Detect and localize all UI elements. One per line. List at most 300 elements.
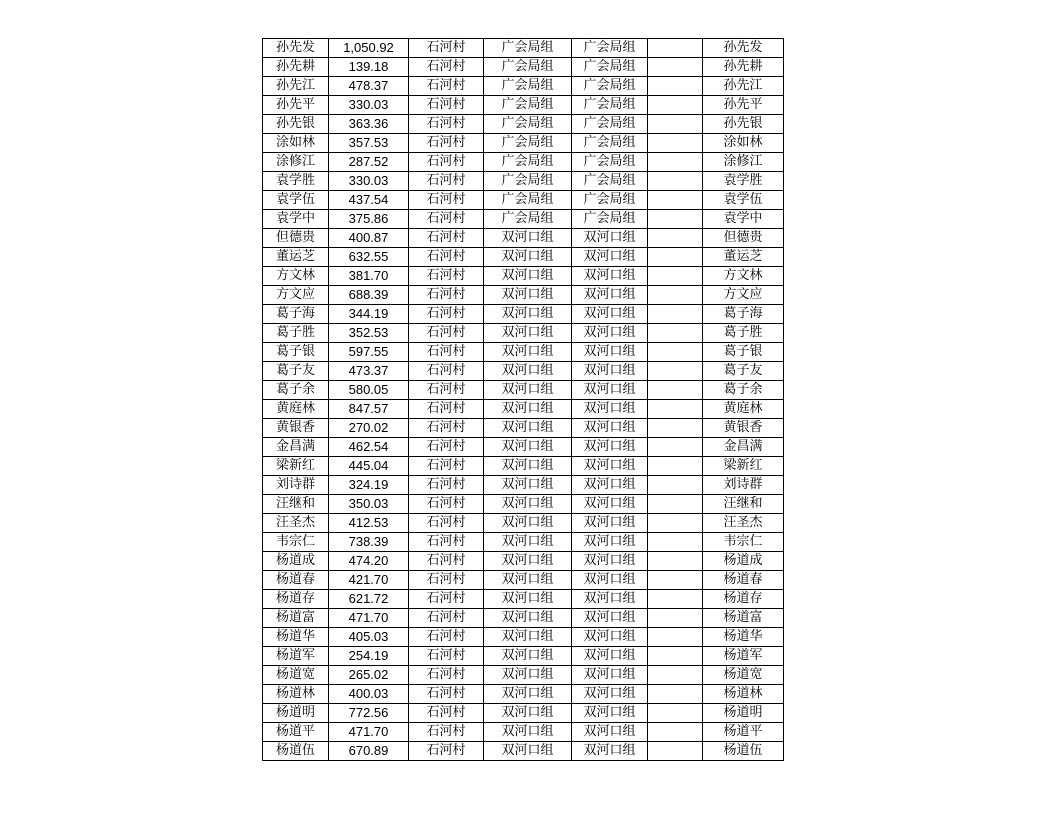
blank-cell — [648, 628, 703, 647]
group2-cell: 双河口组 — [572, 286, 648, 305]
blank-cell — [648, 229, 703, 248]
name-cell: 黄庭林 — [263, 400, 329, 419]
table-row — [263, 134, 784, 153]
group2-cell: 双河口组 — [572, 362, 648, 381]
amount-cell: 381.70 — [329, 267, 409, 286]
group2-cell: 双河口组 — [572, 647, 648, 666]
table-row — [263, 381, 784, 400]
village-cell: 石河村 — [409, 39, 484, 58]
group-cell: 双河口组 — [484, 685, 572, 704]
name-cell: 袁学伍 — [263, 191, 329, 210]
group-cell: 双河口组 — [484, 609, 572, 628]
name-repeat-cell: 金昌满 — [703, 438, 784, 457]
table-row — [263, 457, 784, 476]
table-row — [263, 153, 784, 172]
table-row — [263, 229, 784, 248]
name-cell: 杨道成 — [263, 552, 329, 571]
name-repeat-cell: 杨道成 — [703, 552, 784, 571]
village-cell: 石河村 — [409, 666, 484, 685]
table-row — [263, 400, 784, 419]
amount-cell: 330.03 — [329, 96, 409, 115]
village-cell: 石河村 — [409, 400, 484, 419]
name-cell: 涂修江 — [263, 153, 329, 172]
village-cell: 石河村 — [409, 362, 484, 381]
name-cell: 葛子海 — [263, 305, 329, 324]
blank-cell — [648, 58, 703, 77]
amount-cell: 688.39 — [329, 286, 409, 305]
name-cell: 杨道平 — [263, 723, 329, 742]
table-row — [263, 609, 784, 628]
amount-cell: 139.18 — [329, 58, 409, 77]
blank-cell — [648, 495, 703, 514]
group-cell: 双河口组 — [484, 533, 572, 552]
village-cell: 石河村 — [409, 457, 484, 476]
blank-cell — [648, 191, 703, 210]
blank-cell — [648, 457, 703, 476]
group-cell: 双河口组 — [484, 248, 572, 267]
blank-cell — [648, 704, 703, 723]
name-repeat-cell: 黄银香 — [703, 419, 784, 438]
table-row — [263, 267, 784, 286]
blank-cell — [648, 248, 703, 267]
group2-cell: 双河口组 — [572, 533, 648, 552]
name-repeat-cell: 杨道平 — [703, 723, 784, 742]
name-repeat-cell: 梁新红 — [703, 457, 784, 476]
table-row — [263, 476, 784, 495]
table-row — [263, 533, 784, 552]
table-row — [263, 210, 784, 229]
amount-cell: 324.19 — [329, 476, 409, 495]
group2-cell: 双河口组 — [572, 495, 648, 514]
table-row — [263, 305, 784, 324]
name-repeat-cell: 孙先发 — [703, 39, 784, 58]
amount-cell: 473.37 — [329, 362, 409, 381]
table-row — [263, 58, 784, 77]
name-cell: 刘诗群 — [263, 476, 329, 495]
group2-cell: 双河口组 — [572, 628, 648, 647]
name-repeat-cell: 葛子友 — [703, 362, 784, 381]
name-repeat-cell: 孙先平 — [703, 96, 784, 115]
group-cell: 广会局组 — [484, 134, 572, 153]
amount-cell: 352.53 — [329, 324, 409, 343]
name-repeat-cell: 刘诗群 — [703, 476, 784, 495]
village-cell: 石河村 — [409, 647, 484, 666]
table-row — [263, 438, 784, 457]
name-cell: 汪继和 — [263, 495, 329, 514]
group-cell: 双河口组 — [484, 457, 572, 476]
amount-cell: 350.03 — [329, 495, 409, 514]
blank-cell — [648, 324, 703, 343]
name-cell: 孙先耕 — [263, 58, 329, 77]
name-repeat-cell: 葛子余 — [703, 381, 784, 400]
table-row — [263, 172, 784, 191]
group-cell: 双河口组 — [484, 552, 572, 571]
name-cell: 杨道富 — [263, 609, 329, 628]
village-cell: 石河村 — [409, 324, 484, 343]
village-cell: 石河村 — [409, 210, 484, 229]
group-cell: 广会局组 — [484, 210, 572, 229]
name-cell: 葛子友 — [263, 362, 329, 381]
name-cell: 孙先银 — [263, 115, 329, 134]
village-cell: 石河村 — [409, 704, 484, 723]
name-repeat-cell: 但德贵 — [703, 229, 784, 248]
blank-cell — [648, 77, 703, 96]
group2-cell: 广会局组 — [572, 191, 648, 210]
village-cell: 石河村 — [409, 476, 484, 495]
amount-cell: 478.37 — [329, 77, 409, 96]
village-cell: 石河村 — [409, 267, 484, 286]
name-repeat-cell: 方文林 — [703, 267, 784, 286]
group2-cell: 双河口组 — [572, 552, 648, 571]
amount-cell: 357.53 — [329, 134, 409, 153]
group2-cell: 双河口组 — [572, 723, 648, 742]
group-cell: 双河口组 — [484, 628, 572, 647]
village-cell: 石河村 — [409, 343, 484, 362]
blank-cell — [648, 590, 703, 609]
amount-cell: 265.02 — [329, 666, 409, 685]
village-cell: 石河村 — [409, 590, 484, 609]
blank-cell — [648, 571, 703, 590]
table-row — [263, 704, 784, 723]
name-repeat-cell: 董运芝 — [703, 248, 784, 267]
name-repeat-cell: 袁学伍 — [703, 191, 784, 210]
village-cell: 石河村 — [409, 552, 484, 571]
blank-cell — [648, 666, 703, 685]
group-cell: 双河口组 — [484, 571, 572, 590]
group-cell: 广会局组 — [484, 77, 572, 96]
name-repeat-cell: 孙先银 — [703, 115, 784, 134]
village-cell: 石河村 — [409, 571, 484, 590]
name-cell: 董运芝 — [263, 248, 329, 267]
group-cell: 广会局组 — [484, 58, 572, 77]
blank-cell — [648, 381, 703, 400]
table-body — [263, 39, 784, 761]
table-row — [263, 647, 784, 666]
village-cell: 石河村 — [409, 381, 484, 400]
group-cell: 双河口组 — [484, 324, 572, 343]
table-row — [263, 723, 784, 742]
name-cell: 杨道春 — [263, 571, 329, 590]
amount-cell: 344.19 — [329, 305, 409, 324]
blank-cell — [648, 343, 703, 362]
amount-cell: 772.56 — [329, 704, 409, 723]
blank-cell — [648, 96, 703, 115]
name-cell: 杨道伍 — [263, 742, 329, 761]
group2-cell: 双河口组 — [572, 685, 648, 704]
village-cell: 石河村 — [409, 685, 484, 704]
amount-cell: 421.70 — [329, 571, 409, 590]
group2-cell: 双河口组 — [572, 571, 648, 590]
name-cell: 杨道存 — [263, 590, 329, 609]
group2-cell: 广会局组 — [572, 77, 648, 96]
name-cell: 金昌满 — [263, 438, 329, 457]
amount-cell: 621.72 — [329, 590, 409, 609]
group-cell: 双河口组 — [484, 381, 572, 400]
name-cell: 方文应 — [263, 286, 329, 305]
table-row — [263, 590, 784, 609]
group-cell: 双河口组 — [484, 419, 572, 438]
group2-cell: 双河口组 — [572, 419, 648, 438]
village-cell: 石河村 — [409, 419, 484, 438]
name-cell: 杨道华 — [263, 628, 329, 647]
data-table — [262, 38, 784, 761]
group2-cell: 广会局组 — [572, 39, 648, 58]
blank-cell — [648, 533, 703, 552]
village-cell: 石河村 — [409, 134, 484, 153]
village-cell: 石河村 — [409, 609, 484, 628]
blank-cell — [648, 286, 703, 305]
table-row — [263, 742, 784, 761]
table-row — [263, 628, 784, 647]
group-cell: 双河口组 — [484, 666, 572, 685]
village-cell: 石河村 — [409, 305, 484, 324]
blank-cell — [648, 134, 703, 153]
blank-cell — [648, 153, 703, 172]
blank-cell — [648, 267, 703, 286]
group2-cell: 双河口组 — [572, 742, 648, 761]
amount-cell: 400.87 — [329, 229, 409, 248]
name-cell: 杨道宽 — [263, 666, 329, 685]
table-row — [263, 191, 784, 210]
table-row — [263, 685, 784, 704]
group-cell: 广会局组 — [484, 39, 572, 58]
blank-cell — [648, 438, 703, 457]
group-cell: 双河口组 — [484, 267, 572, 286]
blank-cell — [648, 723, 703, 742]
table-row — [263, 77, 784, 96]
group-cell: 双河口组 — [484, 343, 572, 362]
group2-cell: 双河口组 — [572, 704, 648, 723]
name-repeat-cell: 杨道伍 — [703, 742, 784, 761]
name-repeat-cell: 涂修江 — [703, 153, 784, 172]
group2-cell: 双河口组 — [572, 438, 648, 457]
table-row — [263, 666, 784, 685]
group-cell: 广会局组 — [484, 191, 572, 210]
blank-cell — [648, 552, 703, 571]
amount-cell: 287.52 — [329, 153, 409, 172]
group2-cell: 广会局组 — [572, 210, 648, 229]
group-cell: 双河口组 — [484, 400, 572, 419]
name-cell: 涂如林 — [263, 134, 329, 153]
village-cell: 石河村 — [409, 514, 484, 533]
blank-cell — [648, 609, 703, 628]
group2-cell: 广会局组 — [572, 134, 648, 153]
name-cell: 方文林 — [263, 267, 329, 286]
name-repeat-cell: 杨道军 — [703, 647, 784, 666]
name-repeat-cell: 杨道华 — [703, 628, 784, 647]
group-cell: 双河口组 — [484, 476, 572, 495]
group-cell: 双河口组 — [484, 590, 572, 609]
group-cell: 双河口组 — [484, 647, 572, 666]
village-cell: 石河村 — [409, 438, 484, 457]
village-cell: 石河村 — [409, 191, 484, 210]
name-cell: 杨道明 — [263, 704, 329, 723]
group-cell: 双河口组 — [484, 514, 572, 533]
group-cell: 广会局组 — [484, 115, 572, 134]
group-cell: 双河口组 — [484, 723, 572, 742]
amount-cell: 437.54 — [329, 191, 409, 210]
amount-cell: 670.89 — [329, 742, 409, 761]
amount-cell: 330.03 — [329, 172, 409, 191]
village-cell: 石河村 — [409, 172, 484, 191]
amount-cell: 597.55 — [329, 343, 409, 362]
group2-cell: 双河口组 — [572, 267, 648, 286]
group2-cell: 双河口组 — [572, 324, 648, 343]
name-cell: 孙先发 — [263, 39, 329, 58]
group-cell: 广会局组 — [484, 153, 572, 172]
name-cell: 汪圣杰 — [263, 514, 329, 533]
group2-cell: 双河口组 — [572, 381, 648, 400]
village-cell: 石河村 — [409, 248, 484, 267]
name-cell: 韦宗仁 — [263, 533, 329, 552]
blank-cell — [648, 647, 703, 666]
blank-cell — [648, 419, 703, 438]
group2-cell: 双河口组 — [572, 666, 648, 685]
name-cell: 葛子余 — [263, 381, 329, 400]
name-repeat-cell: 黄庭林 — [703, 400, 784, 419]
village-cell: 石河村 — [409, 153, 484, 172]
name-cell: 杨道林 — [263, 685, 329, 704]
name-cell: 孙先平 — [263, 96, 329, 115]
table-row — [263, 495, 784, 514]
name-cell: 但德贵 — [263, 229, 329, 248]
group2-cell: 双河口组 — [572, 476, 648, 495]
group2-cell: 双河口组 — [572, 590, 648, 609]
group-cell: 双河口组 — [484, 305, 572, 324]
group2-cell: 广会局组 — [572, 58, 648, 77]
village-cell: 石河村 — [409, 58, 484, 77]
group-cell: 双河口组 — [484, 742, 572, 761]
table-row — [263, 343, 784, 362]
table-row — [263, 571, 784, 590]
amount-cell: 1,050.92 — [329, 39, 409, 58]
name-repeat-cell: 杨道富 — [703, 609, 784, 628]
group2-cell: 双河口组 — [572, 343, 648, 362]
group-cell: 双河口组 — [484, 438, 572, 457]
amount-cell: 847.57 — [329, 400, 409, 419]
village-cell: 石河村 — [409, 742, 484, 761]
amount-cell: 405.03 — [329, 628, 409, 647]
group2-cell: 双河口组 — [572, 514, 648, 533]
amount-cell: 471.70 — [329, 723, 409, 742]
table-row — [263, 39, 784, 58]
name-cell: 葛子银 — [263, 343, 329, 362]
table-row — [263, 514, 784, 533]
name-cell: 杨道军 — [263, 647, 329, 666]
name-repeat-cell: 孙先耕 — [703, 58, 784, 77]
blank-cell — [648, 685, 703, 704]
group2-cell: 双河口组 — [572, 400, 648, 419]
name-repeat-cell: 杨道存 — [703, 590, 784, 609]
amount-cell: 445.04 — [329, 457, 409, 476]
name-repeat-cell: 葛子胜 — [703, 324, 784, 343]
blank-cell — [648, 362, 703, 381]
blank-cell — [648, 39, 703, 58]
table-row — [263, 248, 784, 267]
village-cell: 石河村 — [409, 115, 484, 134]
group-cell: 双河口组 — [484, 362, 572, 381]
name-repeat-cell: 葛子银 — [703, 343, 784, 362]
name-repeat-cell: 孙先江 — [703, 77, 784, 96]
name-cell: 葛子胜 — [263, 324, 329, 343]
group-cell: 广会局组 — [484, 172, 572, 191]
village-cell: 石河村 — [409, 96, 484, 115]
amount-cell: 254.19 — [329, 647, 409, 666]
name-repeat-cell: 袁学胜 — [703, 172, 784, 191]
amount-cell: 412.53 — [329, 514, 409, 533]
group-cell: 双河口组 — [484, 229, 572, 248]
village-cell: 石河村 — [409, 533, 484, 552]
village-cell: 石河村 — [409, 77, 484, 96]
amount-cell: 363.36 — [329, 115, 409, 134]
amount-cell: 400.03 — [329, 685, 409, 704]
village-cell: 石河村 — [409, 229, 484, 248]
group2-cell: 双河口组 — [572, 229, 648, 248]
name-repeat-cell: 方文应 — [703, 286, 784, 305]
table-row — [263, 419, 784, 438]
name-repeat-cell: 杨道春 — [703, 571, 784, 590]
group2-cell: 广会局组 — [572, 153, 648, 172]
blank-cell — [648, 742, 703, 761]
name-cell: 孙先江 — [263, 77, 329, 96]
blank-cell — [648, 514, 703, 533]
blank-cell — [648, 115, 703, 134]
name-cell: 黄银香 — [263, 419, 329, 438]
amount-cell: 471.70 — [329, 609, 409, 628]
amount-cell: 270.02 — [329, 419, 409, 438]
blank-cell — [648, 400, 703, 419]
name-repeat-cell: 杨道明 — [703, 704, 784, 723]
name-cell: 袁学中 — [263, 210, 329, 229]
village-cell: 石河村 — [409, 723, 484, 742]
name-repeat-cell: 涂如林 — [703, 134, 784, 153]
amount-cell: 738.39 — [329, 533, 409, 552]
group-cell: 广会局组 — [484, 96, 572, 115]
village-cell: 石河村 — [409, 286, 484, 305]
group2-cell: 双河口组 — [572, 609, 648, 628]
village-cell: 石河村 — [409, 495, 484, 514]
blank-cell — [648, 172, 703, 191]
amount-cell: 462.54 — [329, 438, 409, 457]
table-row — [263, 286, 784, 305]
name-cell: 梁新红 — [263, 457, 329, 476]
blank-cell — [648, 476, 703, 495]
group2-cell: 广会局组 — [572, 115, 648, 134]
name-cell: 袁学胜 — [263, 172, 329, 191]
table-row — [263, 362, 784, 381]
village-cell: 石河村 — [409, 628, 484, 647]
group2-cell: 广会局组 — [572, 172, 648, 191]
group2-cell: 双河口组 — [572, 457, 648, 476]
blank-cell — [648, 210, 703, 229]
blank-cell — [648, 305, 703, 324]
name-repeat-cell: 葛子海 — [703, 305, 784, 324]
amount-cell: 580.05 — [329, 381, 409, 400]
name-repeat-cell: 杨道林 — [703, 685, 784, 704]
table-row — [263, 115, 784, 134]
group2-cell: 广会局组 — [572, 96, 648, 115]
group-cell: 双河口组 — [484, 286, 572, 305]
amount-cell: 474.20 — [329, 552, 409, 571]
name-repeat-cell: 袁学中 — [703, 210, 784, 229]
group2-cell: 双河口组 — [572, 248, 648, 267]
name-repeat-cell: 杨道宽 — [703, 666, 784, 685]
name-repeat-cell: 汪继和 — [703, 495, 784, 514]
name-repeat-cell: 韦宗仁 — [703, 533, 784, 552]
amount-cell: 375.86 — [329, 210, 409, 229]
group-cell: 双河口组 — [484, 495, 572, 514]
amount-cell: 632.55 — [329, 248, 409, 267]
